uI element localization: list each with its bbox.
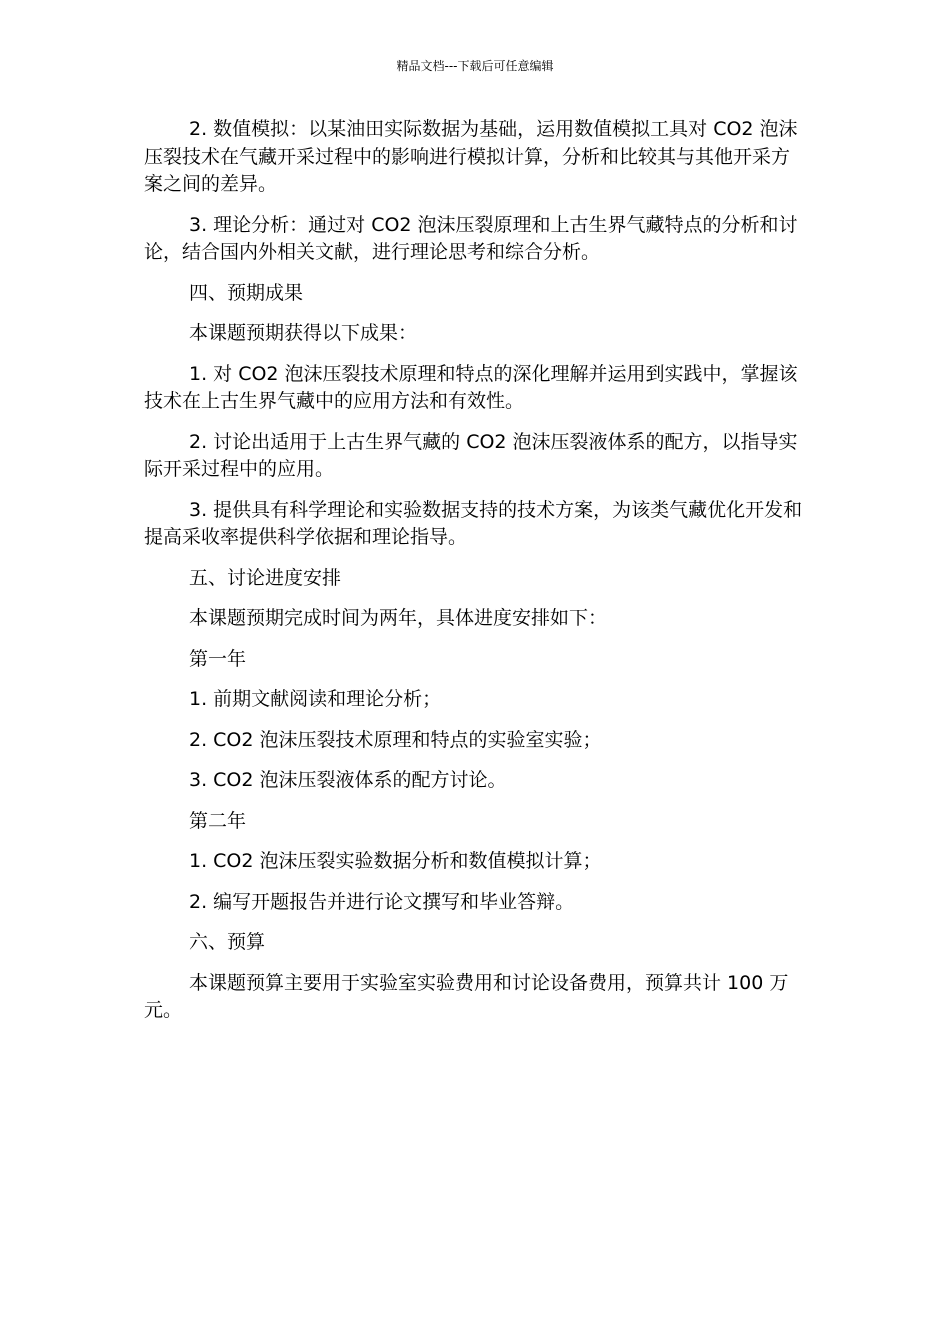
section-heading-budget: 六、预算 [189,931,266,953]
section-heading-expected-results: 四、预期成果 [189,281,304,304]
document-body [144,116,806,1038]
expected-results-intro: 本课题预期获得以下成果： [189,322,418,344]
method-numerical-simulation: 2. 数值模拟：以某油田实际数据为基础，运用数值模拟工具对 CO2 泡沫压裂技术在气藏开采过程中的影响进行模拟计算，分析和比较其与其他开采方案之间的差异。 [144,118,798,195]
expected-result-item-3: 3. 提供具有科学理论和实验数据支持的技术方案，为该类气藏优化开发和提高采收率提供科学依据和理论指导。 [144,498,803,548]
expected-result-item-1: 1. 对 CO2 泡沫压裂技术原理和特点的深化理解并运用到实践中，掌握该技术在上古生界气藏中的应用方法和有效性。 [144,362,798,412]
schedule-intro: 本课题预期完成时间为两年，具体进度安排如下： [189,607,608,629]
schedule-year-1-item-2: 2. CO2 泡沫压裂技术原理和特点的实验室实验； [189,728,602,751]
schedule-year-1-item-3: 3. CO2 泡沫压裂液体系的配方讨论。 [189,769,507,791]
page-header: 精品文档---下载后可任意编辑 [396,59,554,73]
schedule-year-1-item-1: 1. 前期文献阅读和理论分析； [189,688,442,710]
schedule-year-2-item-2: 2. 编写开题报告并进行论文撰写和毕业答辩。 [189,890,575,913]
schedule-year-1-label: 第一年 [189,647,247,670]
schedule-year-2-label: 第二年 [189,809,247,832]
schedule-year-2-item-1: 1. CO2 泡沫压裂实验数据分析和数值模拟计算； [189,850,602,872]
section-heading-schedule: 五、讨论进度安排 [189,566,342,589]
expected-result-item-2: 2. 讨论出适用于上古生界气藏的 CO2 泡沫压裂液体系的配方，以指导实际开采过程中的应用。 [144,430,798,480]
method-theoretical-analysis: 3. 理论分析：通过对 CO2 泡沫压裂原理和上古生界气藏特点的分析和讨论，结合国内外相关文献，进行理论思考和综合分析。 [144,213,798,263]
budget-text: 本课题预算主要用于实验室实验费用和讨论设备费用，预算共计 100 万元。 [144,971,789,1021]
